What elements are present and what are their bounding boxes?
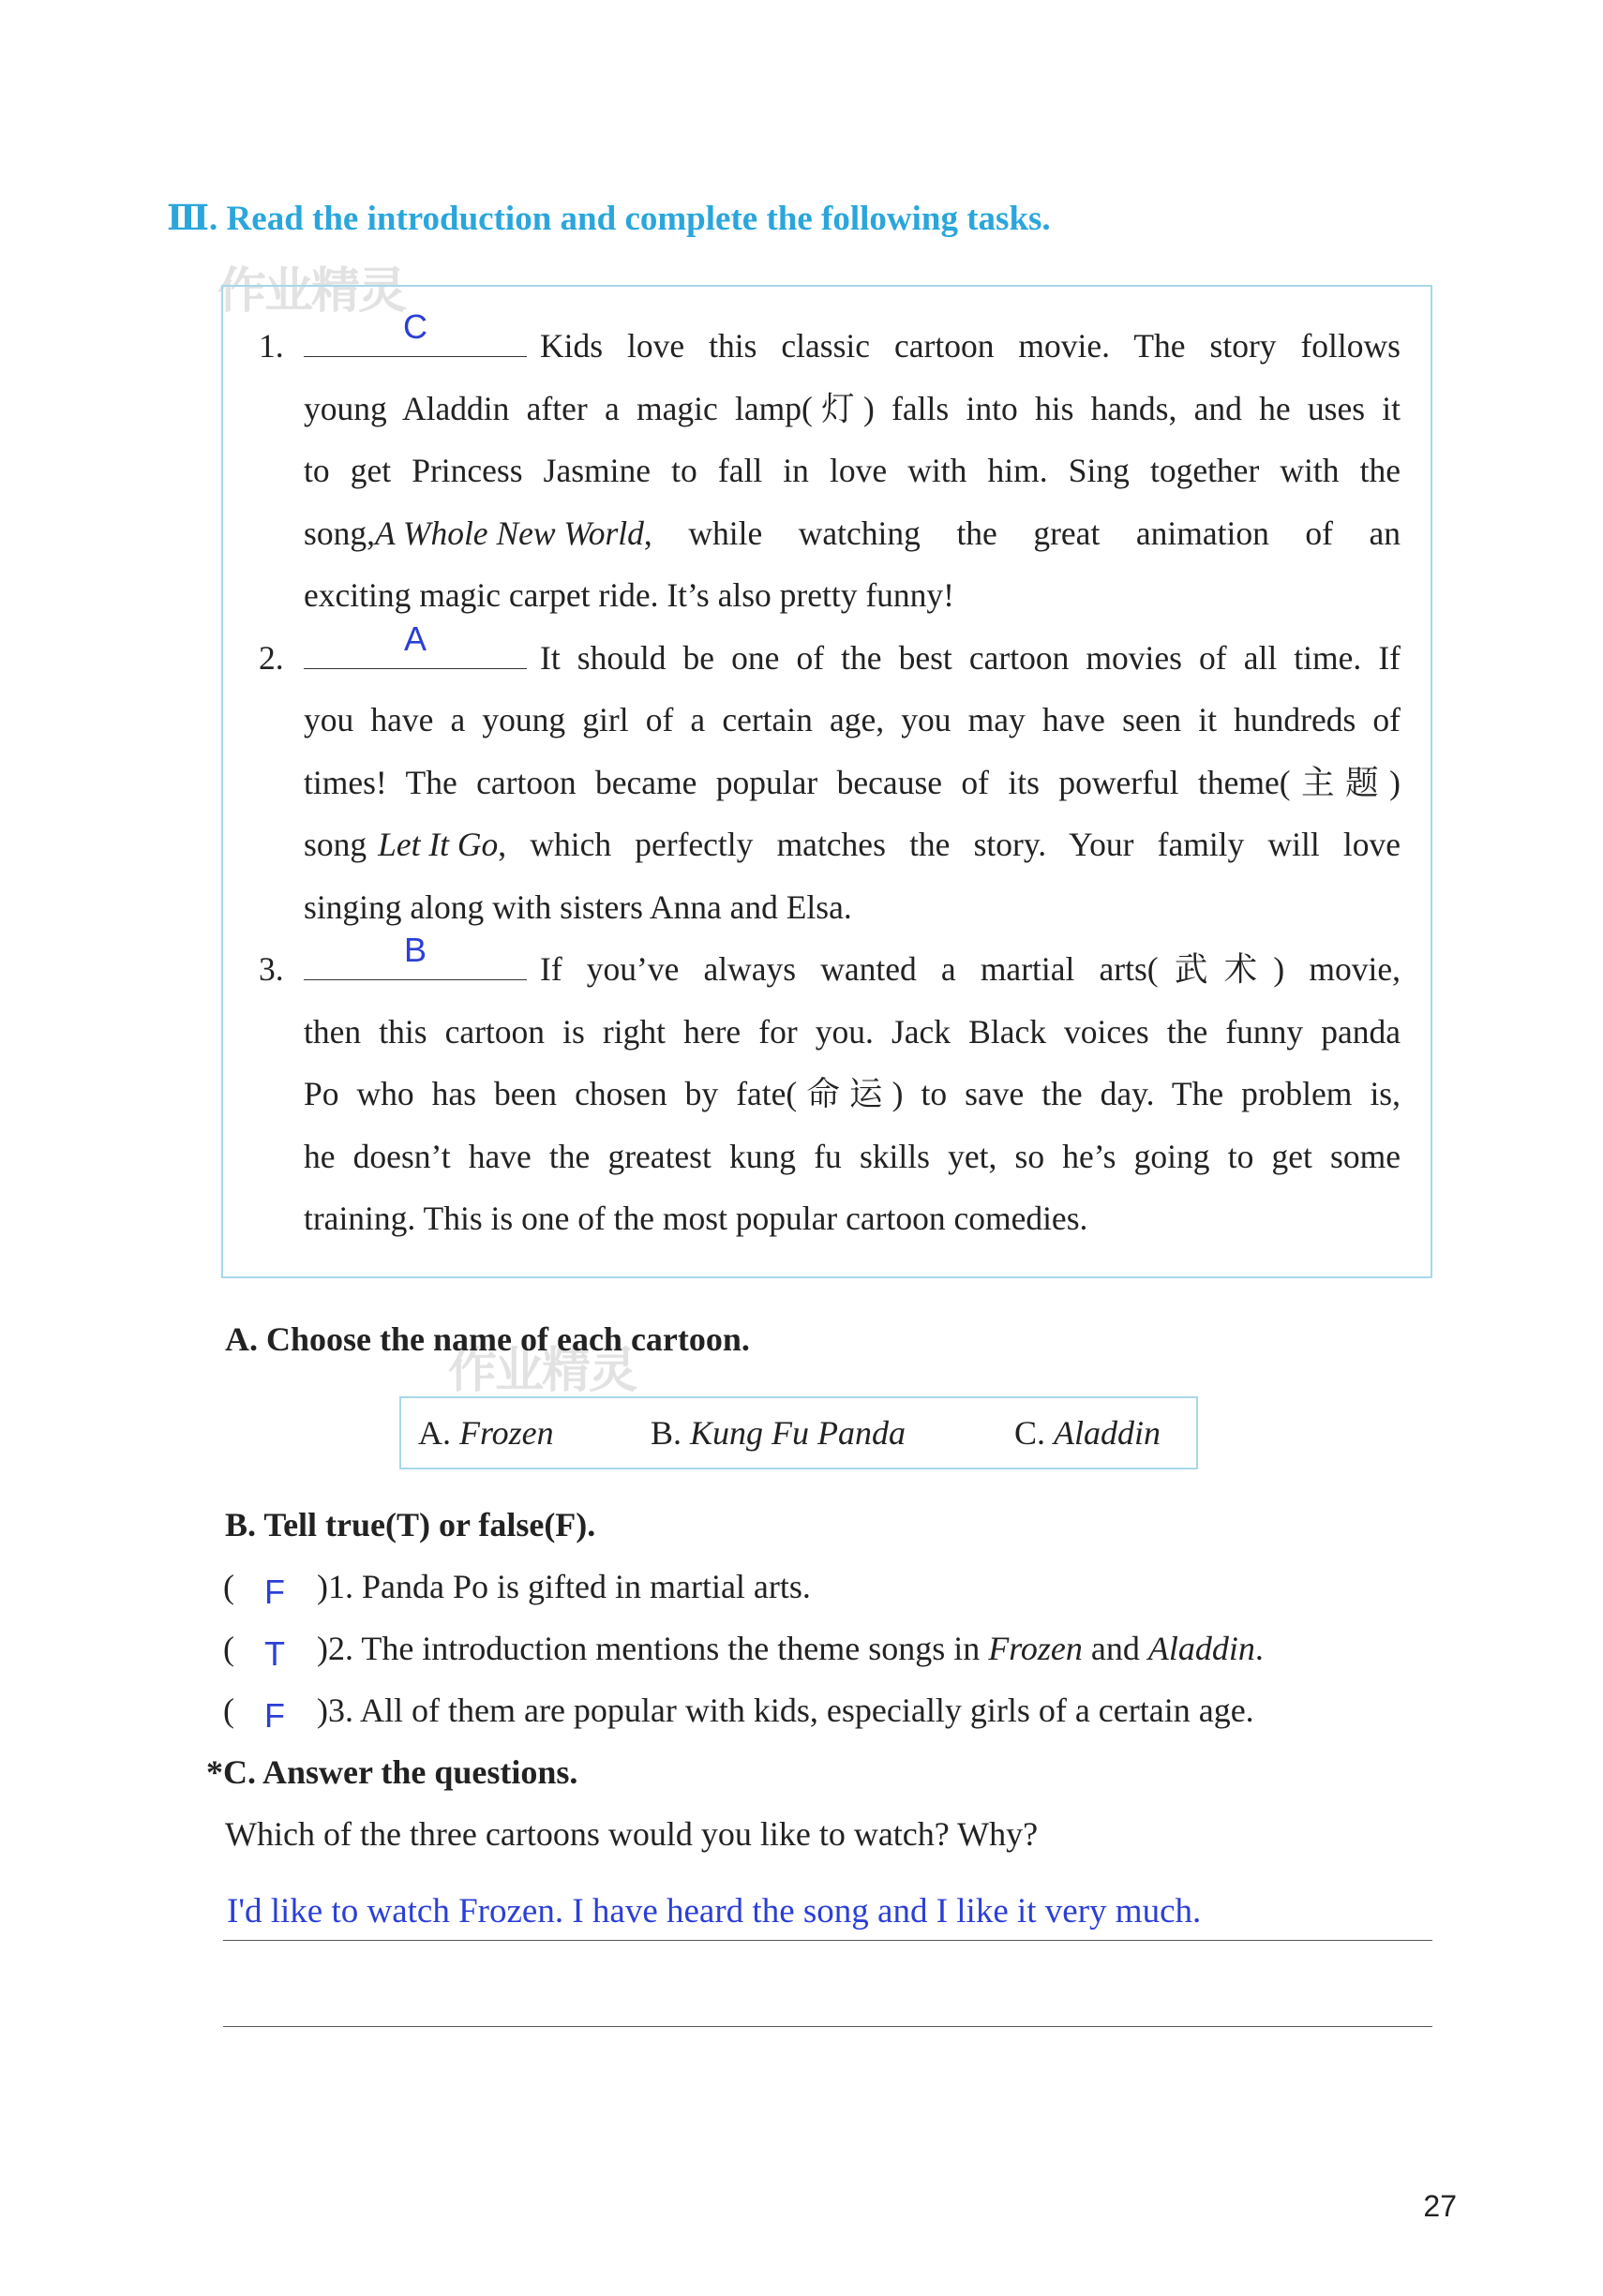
task-a-options-box: [399, 1396, 1198, 1469]
option-b: [651, 1413, 906, 1453]
item3-text-line1: If you’ve always wanted a martial arts(武术) movie,: [540, 950, 1401, 988]
item1-text-line4: [304, 502, 1401, 565]
item3-answer-blank[interactable]: [304, 931, 527, 980]
watermark-middle: 作业精灵: [448, 1343, 637, 1399]
item1-text-line1: Kids love this classic cartoon movie. The story follows: [540, 327, 1401, 365]
item1-line4a: song,: [304, 514, 375, 552]
item3-answer: B: [403, 931, 427, 969]
item1-song-title: A Whole New World: [374, 514, 644, 552]
item3-line2: [259, 1001, 1401, 1064]
item2-line4: [259, 813, 1401, 876]
option-c: [1014, 1413, 1161, 1453]
item2-number: 2.: [259, 638, 284, 677]
tf-2-answer[interactable]: T: [264, 1634, 285, 1673]
item1-line4: [259, 502, 1401, 565]
tf-3-paren: (: [223, 1692, 234, 1729]
task-c-answer[interactable]: I'd like to watch Frozen. I have heard the song and I like it very much.: [227, 1892, 1202, 1931]
item2-line4a: song: [304, 826, 367, 863]
item1-answer-blank[interactable]: [304, 307, 527, 357]
tf-3-answer[interactable]: F: [264, 1696, 285, 1735]
tf-item-2: [223, 1629, 1442, 1676]
item1-text-line5: exciting magic carpet ride. It’s also pretty funny!: [304, 576, 954, 614]
option-a-name: Frozen: [459, 1414, 554, 1452]
option-c-letter: C.: [1014, 1414, 1046, 1452]
option-a: [418, 1413, 554, 1453]
item1-line2: [259, 378, 1401, 440]
item2-line3: [259, 752, 1401, 814]
tf-1-text: )1. Panda Po is gifted in martial arts.: [317, 1568, 811, 1605]
page-number: 27: [1423, 2189, 1457, 2223]
option-a-letter: A.: [418, 1414, 451, 1452]
watermark-top: 作业精灵: [217, 263, 406, 320]
tf-2-paren: (: [223, 1630, 234, 1667]
item1-line1: [259, 307, 1401, 378]
item2-line2: [259, 689, 1401, 752]
tf-item-1: [223, 1567, 1442, 1614]
tf-2-text-c: .: [1254, 1630, 1264, 1667]
item3-line1: [259, 931, 1401, 1001]
tf-2-text: [317, 1629, 1264, 1668]
section-title: Ⅲ. Read the introduction and complete the following tasks.: [167, 200, 1051, 238]
item3-text-line4: he doesn’t have the greatest kung fu skills yet, so he’s going to get some: [304, 1137, 1401, 1175]
item2-song-title: Let It Go: [378, 826, 499, 863]
item3-line5: [259, 1187, 1401, 1250]
tf-1-answer[interactable]: F: [264, 1573, 285, 1611]
item3-text-line2: then this cartoon is right here for you. Jack Black voices the funny panda: [304, 1012, 1401, 1051]
item3-line3: [259, 1063, 1401, 1126]
item2-text-line4: [304, 813, 1401, 876]
answer-line-2: [223, 2024, 1432, 2027]
item1-answer: C: [403, 307, 427, 346]
item2-answer: A: [403, 619, 427, 658]
item2-text-line5: singing along with sisters Anna and Elsa.: [304, 887, 852, 926]
task-c-question: Which of the three cartoons would you like to watch? Why?: [225, 1815, 1039, 1853]
item2-line4b: , which perfectly matches the story. Your family will love: [498, 826, 1401, 863]
item2-answer-blank[interactable]: [304, 619, 527, 669]
task-c-title: *C. Answer the questions.: [206, 1753, 578, 1791]
option-b-letter: B.: [651, 1414, 682, 1452]
tf-2-text-b: and: [1090, 1630, 1140, 1667]
option-c-name: Aladdin: [1054, 1414, 1161, 1452]
item3-text-line5: training. This is one of the most popular cartoon comedies.: [304, 1200, 1088, 1237]
tf-2-movie-aladdin: Aladdin: [1147, 1630, 1255, 1667]
passage: [259, 307, 1401, 1250]
item2-text-line3: times! The cartoon became popular because of its powerful theme(主题): [304, 763, 1401, 801]
option-b-name: Kung Fu Panda: [690, 1414, 906, 1452]
item2-text-line1: It should be one of the best cartoon movies of all time. If: [540, 638, 1401, 677]
tf-2-movie-frozen: Frozen: [988, 1630, 1083, 1667]
item1-number: 1.: [259, 327, 284, 365]
tf-item-3: [223, 1691, 1442, 1737]
item3-number: 3.: [259, 950, 284, 988]
item1-line4b: , while watching the great animation of an: [643, 514, 1401, 552]
item3-text-line3: Po who has been chosen by fate(命运) to save the day. The problem is,: [304, 1075, 1401, 1112]
tf-2-text-a: )2. The introduction mentions the theme songs in: [317, 1630, 981, 1667]
tf-3-text: )3. All of them are popular with kids, especially girls of a certain age.: [317, 1692, 1254, 1729]
answer-line-1: [223, 1938, 1432, 1941]
item1-line3: [259, 440, 1401, 502]
item2-text-line2: you have a young girl of a certain age, you may have seen it hundreds of: [304, 701, 1401, 738]
task-a-title: A. Choose the name of each cartoon.: [225, 1320, 750, 1358]
task-b-title: B. Tell true(T) or false(F).: [225, 1506, 596, 1543]
item1-text-line2: young Aladdin after a magic lamp(灯) falls into his hands, and he uses it: [304, 389, 1401, 427]
item1-text-line3: to get Princess Jasmine to fall in love with him. Sing together with the: [304, 452, 1401, 489]
item2-line1: [259, 619, 1401, 690]
item3-line4: [259, 1126, 1401, 1188]
tf-1-paren: (: [223, 1568, 234, 1605]
